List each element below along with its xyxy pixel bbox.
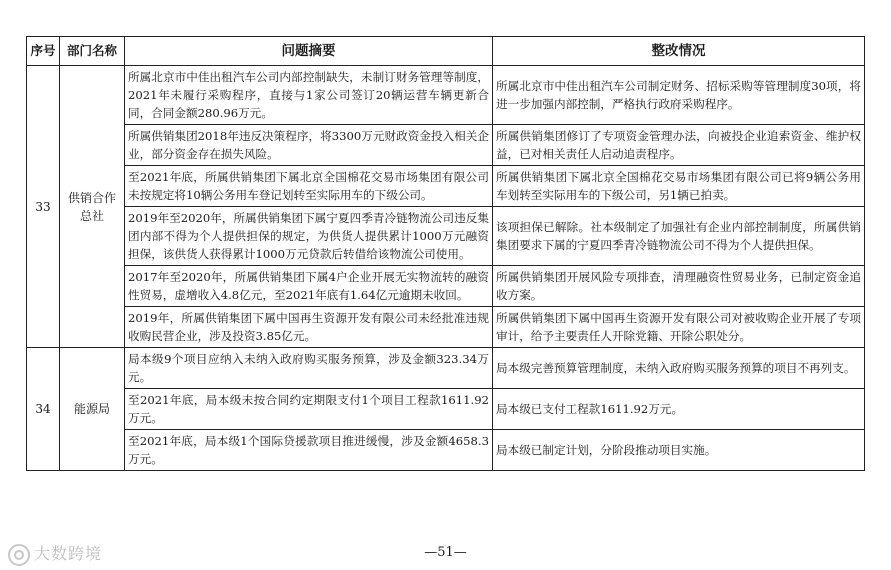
header-fix: 整改情况: [493, 37, 865, 66]
table-row: [27, 266, 865, 307]
serial-number: 34: [27, 348, 60, 471]
page-number: —51—: [424, 545, 467, 560]
rectification-table: [26, 36, 865, 471]
issue-summary: 2019年，所属供销集团下属中国再生资源开发有限公司未经批准违规收购民营企业，涉及投资3.85亿元。: [125, 307, 493, 348]
table-row: [27, 166, 865, 207]
rectification-status: 局本级完善预算管理制度，未纳入政府购买服务预算的项目不再列支。: [493, 348, 865, 389]
rectification-status: 局本级已制定计划，分阶段推动项目实施。: [493, 430, 865, 471]
issue-summary: 至2021年底，局本级未按合同约定期限支付1个项目工程款1611.92万元。: [125, 389, 493, 430]
issue-summary: 2017年至2020年，所属供销集团下属4户企业开展无实物流转的融资性贸易，虚增收入4.8亿元，至2021年底有1.64亿元逾期未收回。: [125, 266, 493, 307]
issue-summary: 所属北京市中佳出租汽车公司内部控制缺失，未制订财务管理等制度，2021年未履行采购程序，直接与1家公司签订20辆运营车辆更新合同，合同金额280.96万元。: [125, 66, 493, 125]
header-serial: 序号: [27, 37, 60, 66]
table-header-row: [27, 37, 865, 66]
table-row: [27, 125, 865, 166]
issue-summary: 至2021年底，所属供销集团下属北京全国棉花交易市场集团有限公司未按规定将10辆公务用车登记划转至实际用车的下级公司。: [125, 166, 493, 207]
serial-number: 33: [27, 66, 60, 348]
table-row: [27, 207, 865, 266]
rectification-status: 所属供销集团下属中国再生资源开发有限公司对被收购企业开展了专项审计，给予主要责任人开除党籍、开除公职处分。: [493, 307, 865, 348]
table-row: [27, 430, 865, 471]
header-issue: 问题摘要: [125, 37, 493, 66]
issue-summary: 至2021年底，局本级1个国际贷援款项目推进缓慢，涉及金额4658.3万元。: [125, 430, 493, 471]
rectification-status: 所属供销集团下属北京全国棉花交易市场集团有限公司已将9辆公务用车划转至实际用车的下级公司，另1辆已拍卖。: [493, 166, 865, 207]
table-row: [27, 66, 865, 125]
rectification-status: 所属北京市中佳出租汽车公司制定财务、招标采购等管理制度30项，将进一步加强内部控制，严格执行政府采购程序。: [493, 66, 865, 125]
issue-summary: 2019年至2020年，所属供销集团下属宁夏四季青冷链物流公司违反集团内部不得为个人提供担保的规定，为供货人提供累计1000万元融资担保，该供货人获得累计1000万元贷款后转借给该物流公司使用。: [125, 207, 493, 266]
rectification-status: 该项担保已解除。社本级制定了加强社有企业内部控制制度，所属供销集团要求下属的宁夏四季青冷链物流公司不得为个人提供担保。: [493, 207, 865, 266]
watermark-text: 大数跨境: [34, 544, 103, 563]
rectification-status: 所属供销集团开展风险专项排查，清理融资性贸易业务，已制定资金追收方案。: [493, 266, 865, 307]
department-name: 供销合作总社: [60, 66, 125, 348]
department-name: 能源局: [60, 348, 125, 471]
rectification-status: 所属供销集团修订了专项资金管理办法，向被投企业追索资金、维护权益，已对相关责任人启动追责程序。: [493, 125, 865, 166]
table-row: [27, 348, 865, 389]
issue-summary: 所属供销集团2018年违反决策程序，将3300万元财政资金投入相关企业，部分资金存在损失风险。: [125, 125, 493, 166]
table-row: [27, 389, 865, 430]
table-row: [27, 307, 865, 348]
rectification-status: 局本级已支付工程款1611.92万元。: [493, 389, 865, 430]
issue-summary: 局本级9个项目应纳入未纳入政府购买服务预算，涉及金额323.34万元。: [125, 348, 493, 389]
header-dept: 部门名称: [60, 37, 125, 66]
